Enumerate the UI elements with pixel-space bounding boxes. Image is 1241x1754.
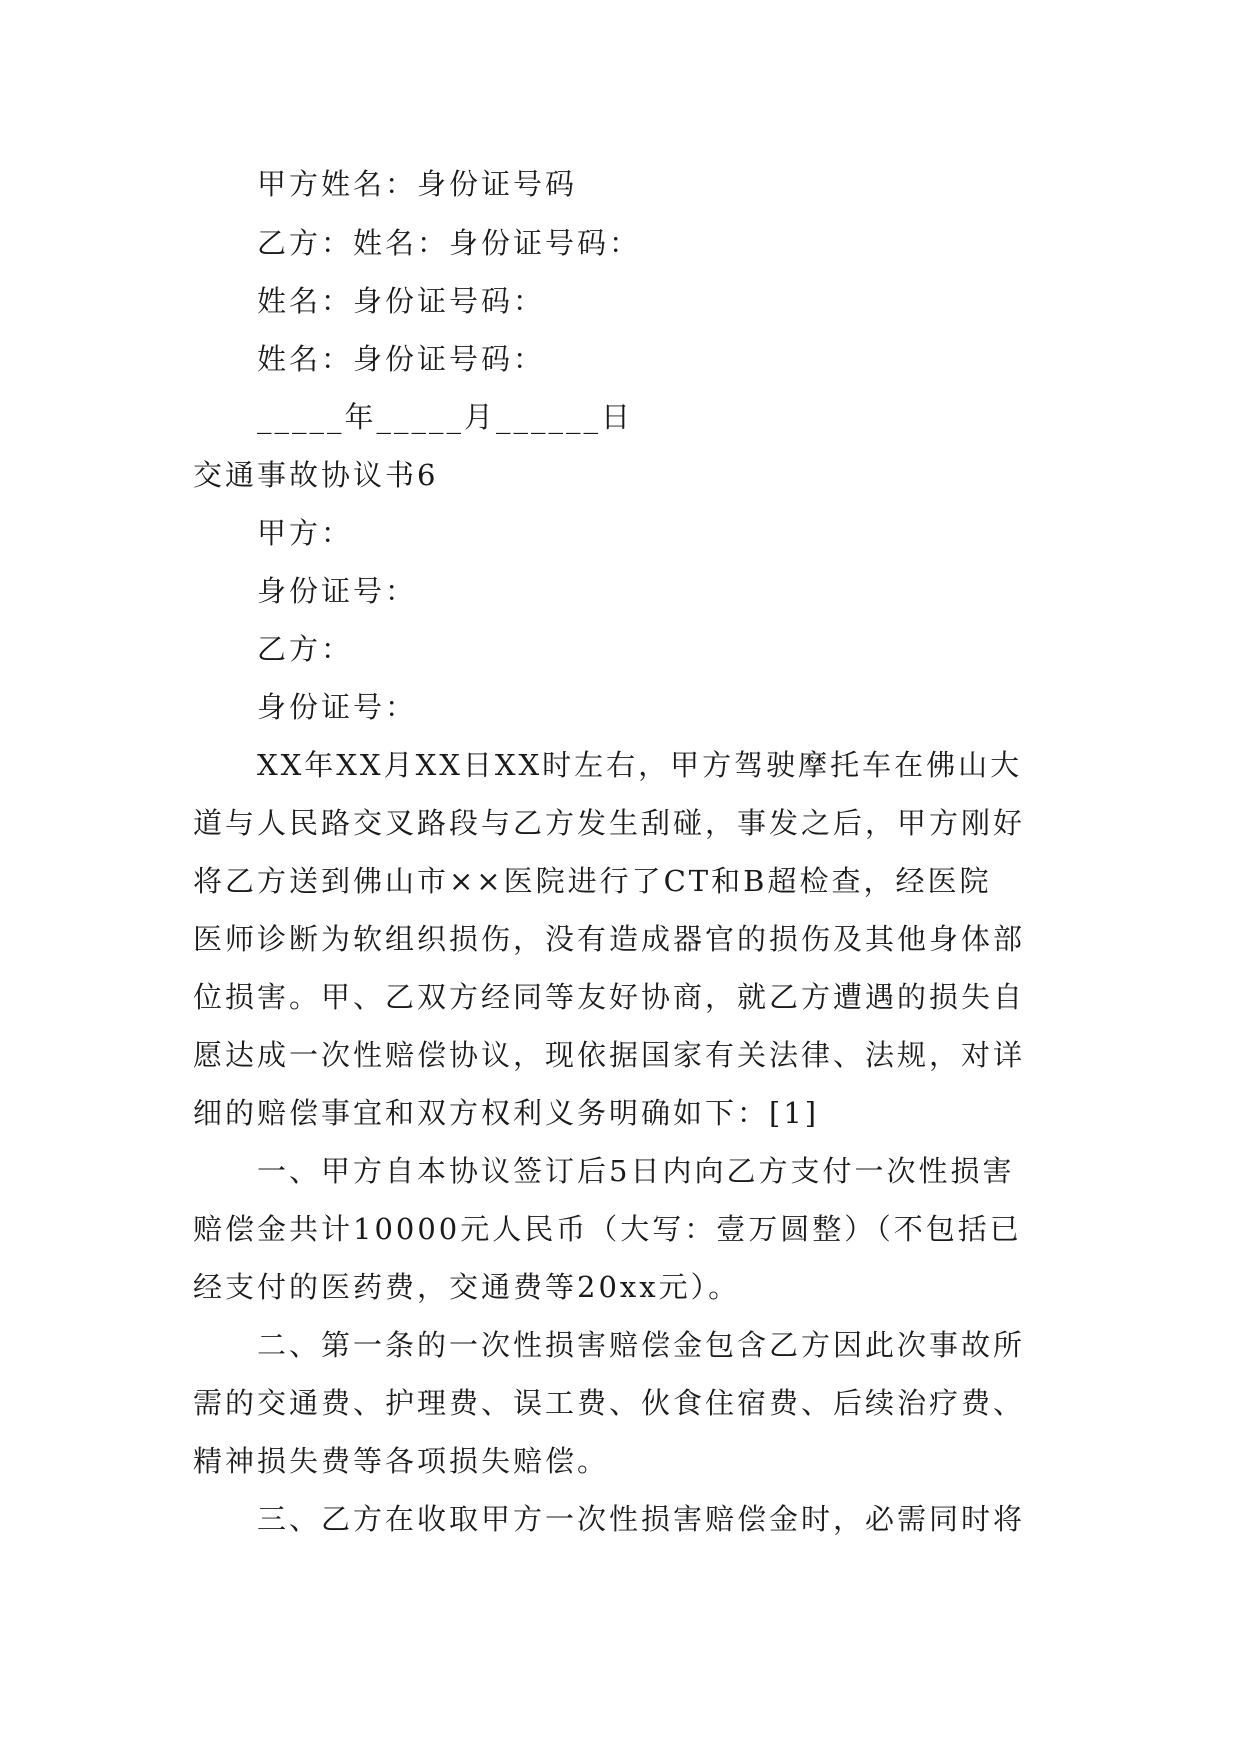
clause-2-line: 需的交通费、护理费、误工费、伙食住宿费、后续治疗费、 (193, 1386, 1026, 1420)
paragraph-line: 位损害。甲、乙双方经同等友好协商，就乙方遭遇的损失自 (193, 980, 1026, 1014)
section-title: 交通事故协议书6 (193, 458, 439, 492)
clause-1-line: 经支付的医药费，交通费等20xx元）。 (193, 1270, 741, 1304)
signature-line-party-a: 甲方姓名：身份证号码 (257, 167, 578, 201)
paragraph-line: XX年XX月XX日XX时左右，甲方驾驶摩托车在佛山大 (257, 748, 1023, 782)
party-a-id-label: 身份证号： (257, 574, 418, 608)
clause-1-line: 赔偿金共计10000元人民币（大写：壹万圆整）（不包括已 (193, 1212, 1022, 1246)
signature-line-name-2: 姓名：身份证号码： (257, 342, 546, 376)
clause-2-line: 精神损失费等各项损失赔偿。 (193, 1444, 610, 1478)
paragraph-line: 道与人民路交叉路段与乙方发生刮碰，事发之后，甲方刚好 (193, 806, 1026, 840)
signature-line-name-1: 姓名：身份证号码： (257, 284, 546, 318)
date-line: _____年_____月______日 (257, 400, 634, 434)
clause-3-line: 三、乙方在收取甲方一次性损害赔偿金时，必需同时将 (257, 1502, 1026, 1536)
clause-2-line: 二、第一条的一次性损害赔偿金包含乙方因此次事故所 (257, 1328, 1026, 1362)
party-b-label: 乙方： (257, 632, 354, 666)
paragraph-line: 将乙方送到佛山市××医院进行了CT和B超检查，经医院 (193, 864, 992, 898)
paragraph-line: 细的赔偿事宜和双方权利义务明确如下：[1] (193, 1096, 820, 1130)
paragraph-line: 医师诊断为软组织损伤，没有造成器官的损伤及其他身体部 (193, 922, 1026, 956)
party-b-id-label: 身份证号： (257, 690, 418, 724)
paragraph-line: 愿达成一次性赔偿协议，现依据国家有关法律、法规，对详 (193, 1038, 1026, 1072)
party-a-label: 甲方： (257, 516, 354, 550)
clause-1-line: 一、甲方自本协议签订后5日内向乙方支付一次性损害 (257, 1154, 1015, 1188)
signature-line-party-b: 乙方：姓名：身份证号码： (257, 226, 642, 260)
